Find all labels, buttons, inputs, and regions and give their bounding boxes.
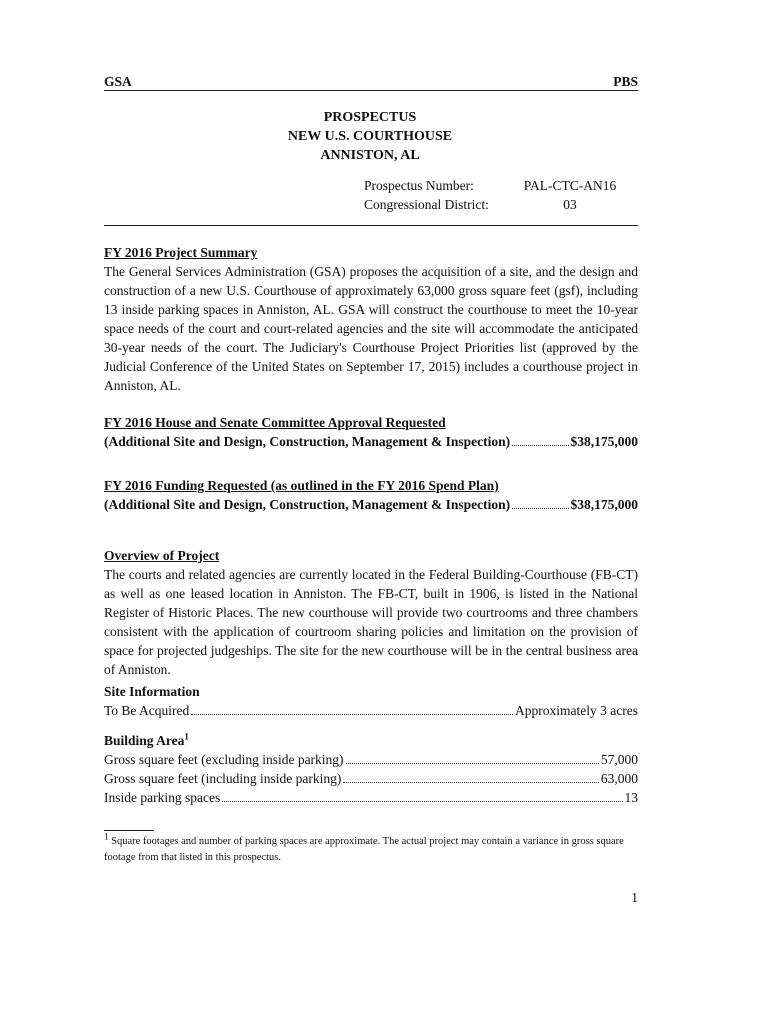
site-information-heading: Site Information bbox=[104, 684, 200, 699]
funding-line bbox=[104, 495, 638, 514]
meta-values bbox=[520, 176, 620, 214]
title-line-2: NEW U.S. COURTHOUSE bbox=[287, 129, 453, 144]
project-summary-heading: FY 2016 Project Summary bbox=[104, 245, 258, 260]
document-title bbox=[250, 108, 490, 165]
building-row-value: 13 bbox=[624, 790, 638, 805]
footnote-text: Square footages and number of parking spaces are approximate. The actual project may contain a variance in gross square footage from that listed in this prospectus. bbox=[104, 836, 624, 863]
header-agency: GSA bbox=[104, 74, 132, 89]
meta-labels bbox=[364, 176, 489, 214]
building-row-label: Gross square feet (excluding inside parking) bbox=[104, 752, 344, 767]
funding-label: (Additional Site and Design, Construction, Management & Inspection) bbox=[104, 497, 511, 512]
footnote bbox=[104, 831, 638, 866]
building-row bbox=[104, 750, 638, 769]
building-area-footnote-mark: 1 bbox=[184, 731, 189, 742]
site-information-section bbox=[104, 682, 638, 720]
funding-section bbox=[104, 476, 638, 514]
building-row bbox=[104, 769, 638, 788]
building-row-label: Gross square feet (including inside parking) bbox=[104, 771, 342, 786]
funding-dot-leader bbox=[512, 508, 568, 509]
site-dot-leader bbox=[191, 714, 513, 715]
approval-dot-leader bbox=[512, 445, 568, 446]
building-area-heading-text: Building Area bbox=[104, 733, 185, 748]
funding-heading: FY 2016 Funding Requested (as outlined in the FY 2016 Spend Plan) bbox=[104, 478, 499, 493]
project-summary-section bbox=[104, 243, 638, 395]
approval-heading: FY 2016 House and Senate Committee Approval Requested bbox=[104, 415, 446, 430]
footnote-mark: 1 bbox=[104, 831, 109, 842]
approval-label: (Additional Site and Design, Construction, Management & Inspection) bbox=[104, 434, 511, 449]
prospectus-number-value: PAL-CTC-AN16 bbox=[523, 178, 617, 193]
building-row-dot-leader bbox=[343, 782, 599, 783]
prospectus-number-label: Prospectus Number: bbox=[364, 178, 474, 193]
footnote-rule bbox=[104, 830, 154, 831]
title-line-1: PROSPECTUS bbox=[323, 110, 417, 125]
congressional-district-label: Congressional District: bbox=[364, 197, 489, 212]
building-row-dot-leader bbox=[346, 763, 599, 764]
title-line-3: ANNISTON, AL bbox=[320, 148, 420, 163]
page-header bbox=[104, 74, 638, 90]
overview-text: The courts and related agencies are currently located in the Federal Building-Courthouse (FB-CT) as well as one leased location in Anniston. The FB-CT, built in 1906, is listed in the National Register of Historic Places. The new courthouse will provide two courtrooms and three chambers consistent with the application of courtroom sharing policies and limitation on the provision of space for projected judgeships. The site for the new courthouse will be in the central business area of Anniston. bbox=[104, 567, 638, 677]
site-label: To Be Acquired bbox=[104, 703, 190, 718]
project-summary-text: The General Services Administration (GSA) proposes the acquisition of a site, and the design and construction of a new U.S. Courthouse of approximately 63,000 gross square feet (gsf), including 13 inside parking spaces in Anniston, AL. GSA will construct the courthouse to meet the 10-year space needs of the court and court-related agencies and the site will accommodate the anticipated 30-year needs of the court. The Judiciary's Courthouse Project Priorities list (approved by the Judicial Conference of the United States on September 17, 2015) includes a courthouse project in Anniston, AL. bbox=[104, 264, 638, 393]
building-row-dot-leader bbox=[222, 801, 622, 802]
page-number: 1 bbox=[631, 890, 638, 905]
congressional-district-value: 03 bbox=[563, 197, 577, 212]
header-rule bbox=[104, 90, 638, 91]
title-rule bbox=[104, 225, 638, 226]
building-area-section bbox=[104, 731, 638, 807]
overview-heading: Overview of Project bbox=[104, 548, 220, 563]
site-line bbox=[104, 701, 638, 720]
approval-amount: $38,175,000 bbox=[570, 434, 638, 449]
building-area-heading bbox=[104, 731, 638, 750]
funding-amount: $38,175,000 bbox=[570, 497, 638, 512]
overview-section bbox=[104, 546, 638, 679]
header-service: PBS bbox=[613, 74, 638, 89]
approval-line bbox=[104, 432, 638, 451]
building-row bbox=[104, 788, 638, 807]
building-row-label: Inside parking spaces bbox=[104, 790, 221, 805]
building-row-value: 63,000 bbox=[600, 771, 638, 786]
site-value: Approximately 3 acres bbox=[515, 703, 638, 718]
approval-section bbox=[104, 413, 638, 451]
building-row-value: 57,000 bbox=[600, 752, 638, 767]
